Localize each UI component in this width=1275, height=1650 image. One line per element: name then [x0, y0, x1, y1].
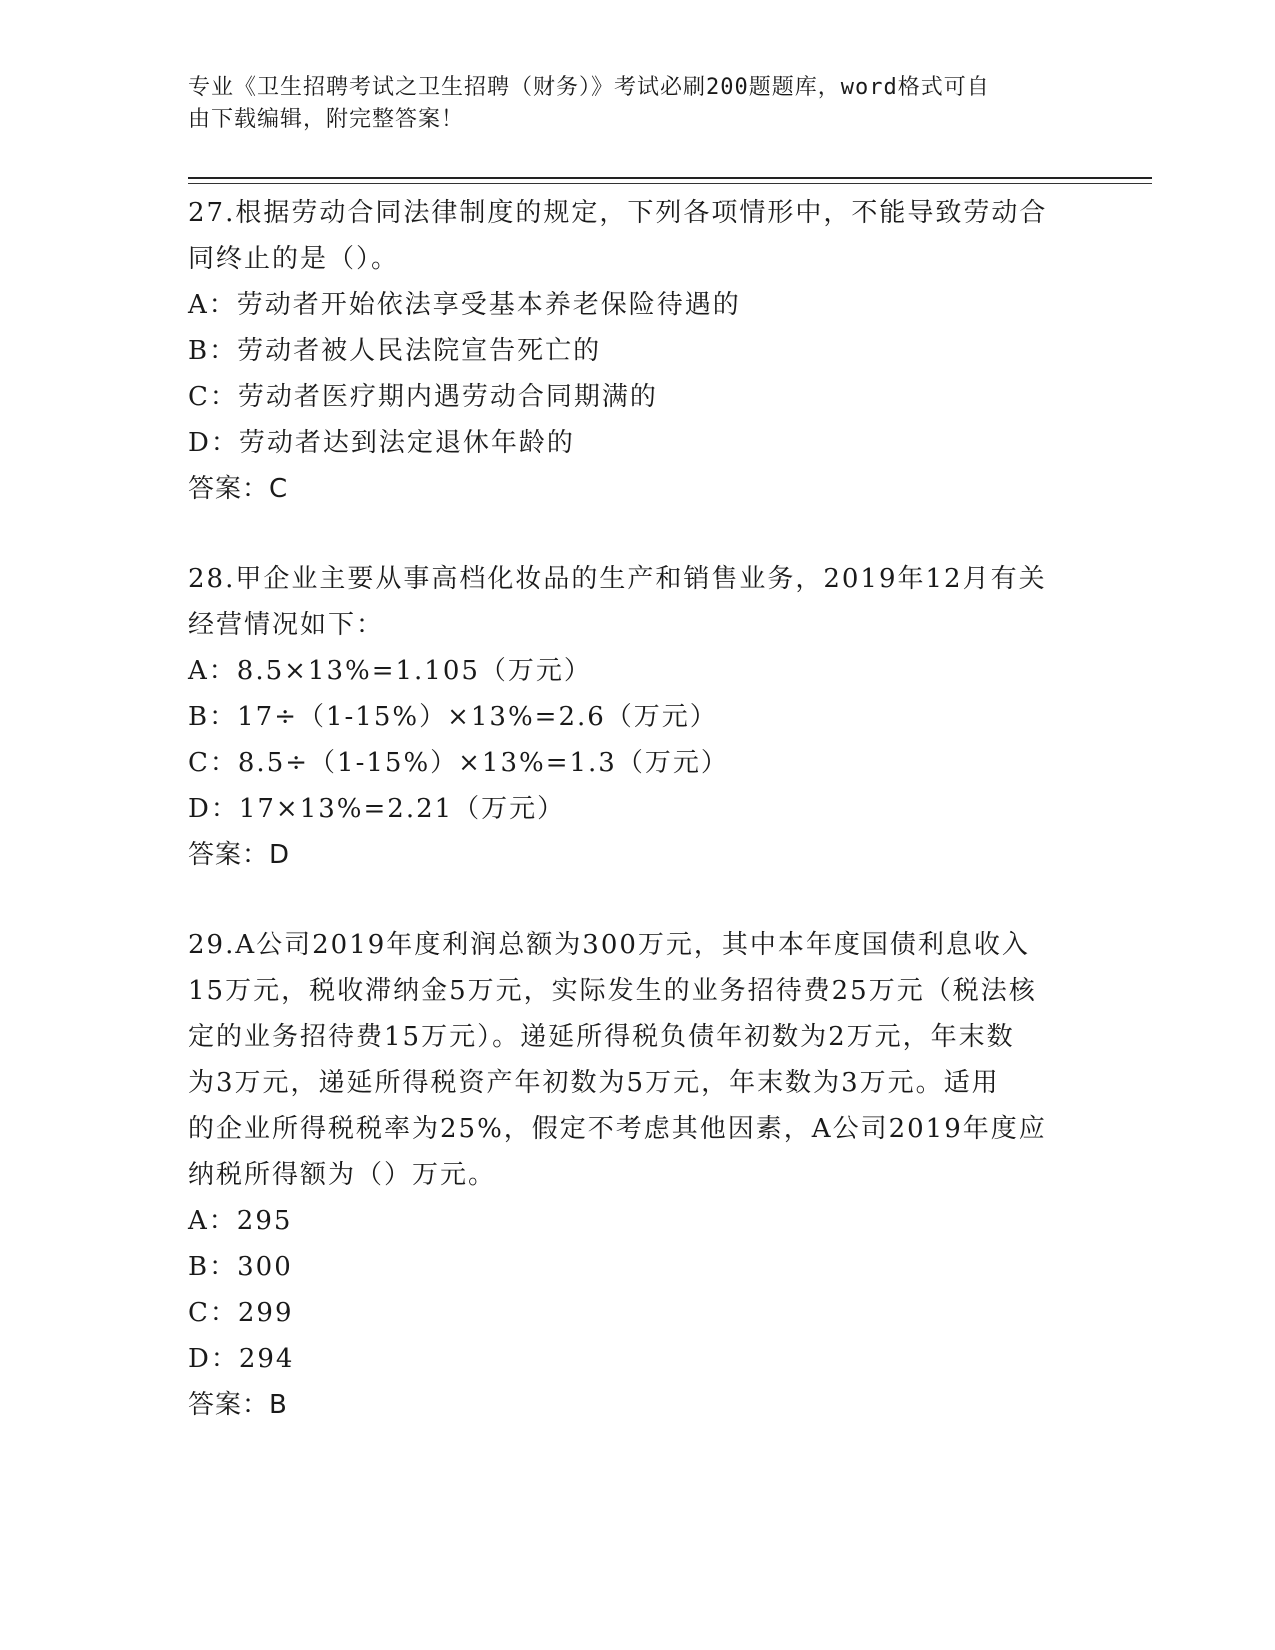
answer-label: 答案：D	[188, 840, 291, 870]
question-27	[188, 190, 1088, 512]
question-text-line: 15万元，税收滞纳金5万元，实际发生的业务招待费25万元（税法核	[188, 976, 1037, 1006]
question-29	[188, 922, 1088, 1428]
document-header	[188, 72, 1088, 136]
question-text-line: 定的业务招待费15万元）。递延所得税负债年初数为2万元，年末数	[188, 1022, 1015, 1052]
answer-label: 答案：B	[188, 1390, 288, 1420]
option-b: B：300	[188, 1252, 293, 1282]
option-a: A：295	[188, 1206, 293, 1236]
question-text-line: 27.根据劳动合同法律制度的规定，下列各项情形中，不能导致劳动合	[188, 198, 1048, 228]
option-d: D：劳动者达到法定退休年龄的	[188, 428, 575, 458]
option-a: A：8.5×13%=1.105（万元）	[188, 656, 592, 686]
question-text-line: 29.A公司2019年度利润总额为300万元，其中本年度国债利息收入	[188, 930, 1030, 960]
option-d: D：17×13%=2.21（万元）	[188, 794, 566, 824]
option-c: C：299	[188, 1298, 294, 1328]
option-b: B：17÷（1-15%）×13%=2.6（万元）	[188, 702, 718, 732]
question-list	[188, 190, 1088, 1428]
question-text-line: 经营情况如下：	[188, 610, 385, 640]
option-a: A：劳动者开始依法享受基本养老保险待遇的	[188, 290, 741, 320]
question-text-line: 纳税所得额为（）万元。	[188, 1160, 497, 1190]
option-c: C：劳动者医疗期内遇劳动合同期满的	[188, 382, 658, 412]
question-text-line: 28.甲企业主要从事高档化妆品的生产和销售业务，2019年12月有关	[188, 564, 1047, 594]
question-spacer	[188, 878, 1088, 922]
option-b: B：劳动者被人民法院宣告死亡的	[188, 336, 602, 366]
header-line-1: 专业《卫生招聘考试之卫生招聘（财务）》考试必刷200题题库，word格式可自	[188, 75, 990, 100]
option-d: D：294	[188, 1344, 295, 1374]
answer-label: 答案：C	[188, 474, 289, 504]
header-divider-thin	[188, 183, 1152, 184]
header-divider-thick	[188, 177, 1152, 179]
header-line-2: 由下载编辑，附完整答案！	[188, 107, 465, 132]
question-28	[188, 556, 1088, 878]
question-text-line: 为3万元，递延所得税资产年初数为5万元，年末数为3万元。适用	[188, 1068, 1000, 1098]
question-text-line: 的企业所得税税率为25%，假定不考虑其他因素，A公司2019年度应	[188, 1114, 1047, 1144]
question-text-line: 同终止的是（）。	[188, 244, 400, 274]
question-spacer	[188, 512, 1088, 556]
option-c: C：8.5÷（1-15%）×13%=1.3（万元）	[188, 748, 729, 778]
